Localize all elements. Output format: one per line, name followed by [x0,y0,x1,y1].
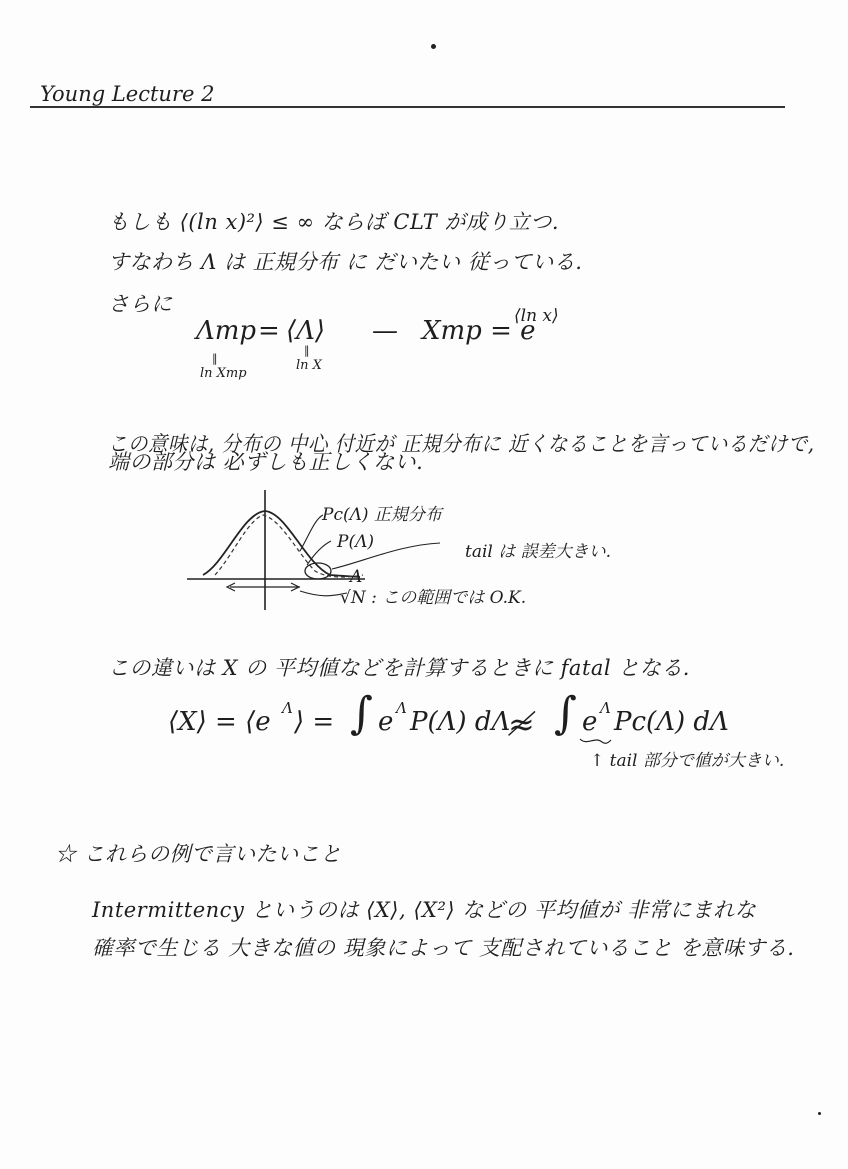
text-line-7: ☆ これらの例で言いたいこと [55,842,342,866]
eq2-part4: P(Λ) dΛ [410,707,511,737]
eq1-lhs-mark: ‖ [212,352,218,365]
eq2-part2: ⟩ = [294,707,335,737]
sketch-pc-leader [300,515,323,551]
text-line-3: さらに [108,292,173,316]
eq2-integral-2: ∫ [554,688,577,739]
eq1-arrow: — [372,316,398,346]
top-dot [431,44,436,49]
fig-label-tail: tail は 誤差大きい. [465,542,612,562]
sketch-p-leader [307,541,331,565]
fig-label-sqrt: √N : この範囲では O.K. [340,588,527,608]
eq2-sup5: Λ [600,699,611,717]
eq2-integral-1: ∫ [350,688,373,739]
text-line-1: もしも ⟨(ln x)²⟩ ≤ ∞ ならば CLT が成り立つ. [108,210,560,234]
eq1-mid-sub: ln X [296,358,322,373]
eq2-part1: ⟨X⟩ = ⟨e [168,707,271,737]
page-title: Young Lecture 2 [40,82,215,106]
eq1-lhs-sub: ln Xmp [200,366,247,381]
eq2-sup3: Λ [396,699,407,717]
eq1-mid-mark: ‖ [304,344,310,357]
eq1-mean: ⟨Λ⟩ [286,316,326,346]
fig-label-pc: Pc(Λ) 正規分布 [322,505,442,525]
text-line-8: Intermittency というのは ⟨X⟩, ⟨X²⟩ などの 平均値が 非常にまれな [92,898,757,922]
eq2-sup1: Λ [282,699,293,717]
eq1-equals: = [258,316,280,346]
header-rule [30,106,785,108]
fig-label-axis: Λ [350,567,363,587]
margin-dot [818,1112,821,1115]
eq2-tail-underline [578,736,612,746]
eq1-superscript: ⟨ln x⟩ [514,306,559,326]
fig-label-p: P(Λ) [337,532,374,552]
eq2-part6: Pc(Λ) dΛ [614,707,729,737]
eq1-lhs: Λmp [196,316,257,346]
eq2-part3: e [378,707,394,737]
eq1-rhs: Xmp = e [422,316,536,346]
eq2-tail-note: ↑ tail 部分で値が大きい. [590,751,785,771]
eq2-part5: e [582,707,598,737]
text-line-9: 確率で生じる 大きな値の 現象によって 支配されていること を意味する. [92,936,795,960]
text-line-4: この意味は, 分布の 中心 付近が 正規分布に 近くなることを言っているだけで, [108,432,815,456]
text-line-2: すなわち Λ は 正規分布 に だいたい 従っている. [108,250,583,274]
eq2-not-approx: ≉ [508,705,535,743]
text-line-5: 端の部分は 必ずしも正しくない. [108,450,424,474]
text-line-6: この違いは X の 平均値などを計算するときに fatal となる. [108,656,690,680]
